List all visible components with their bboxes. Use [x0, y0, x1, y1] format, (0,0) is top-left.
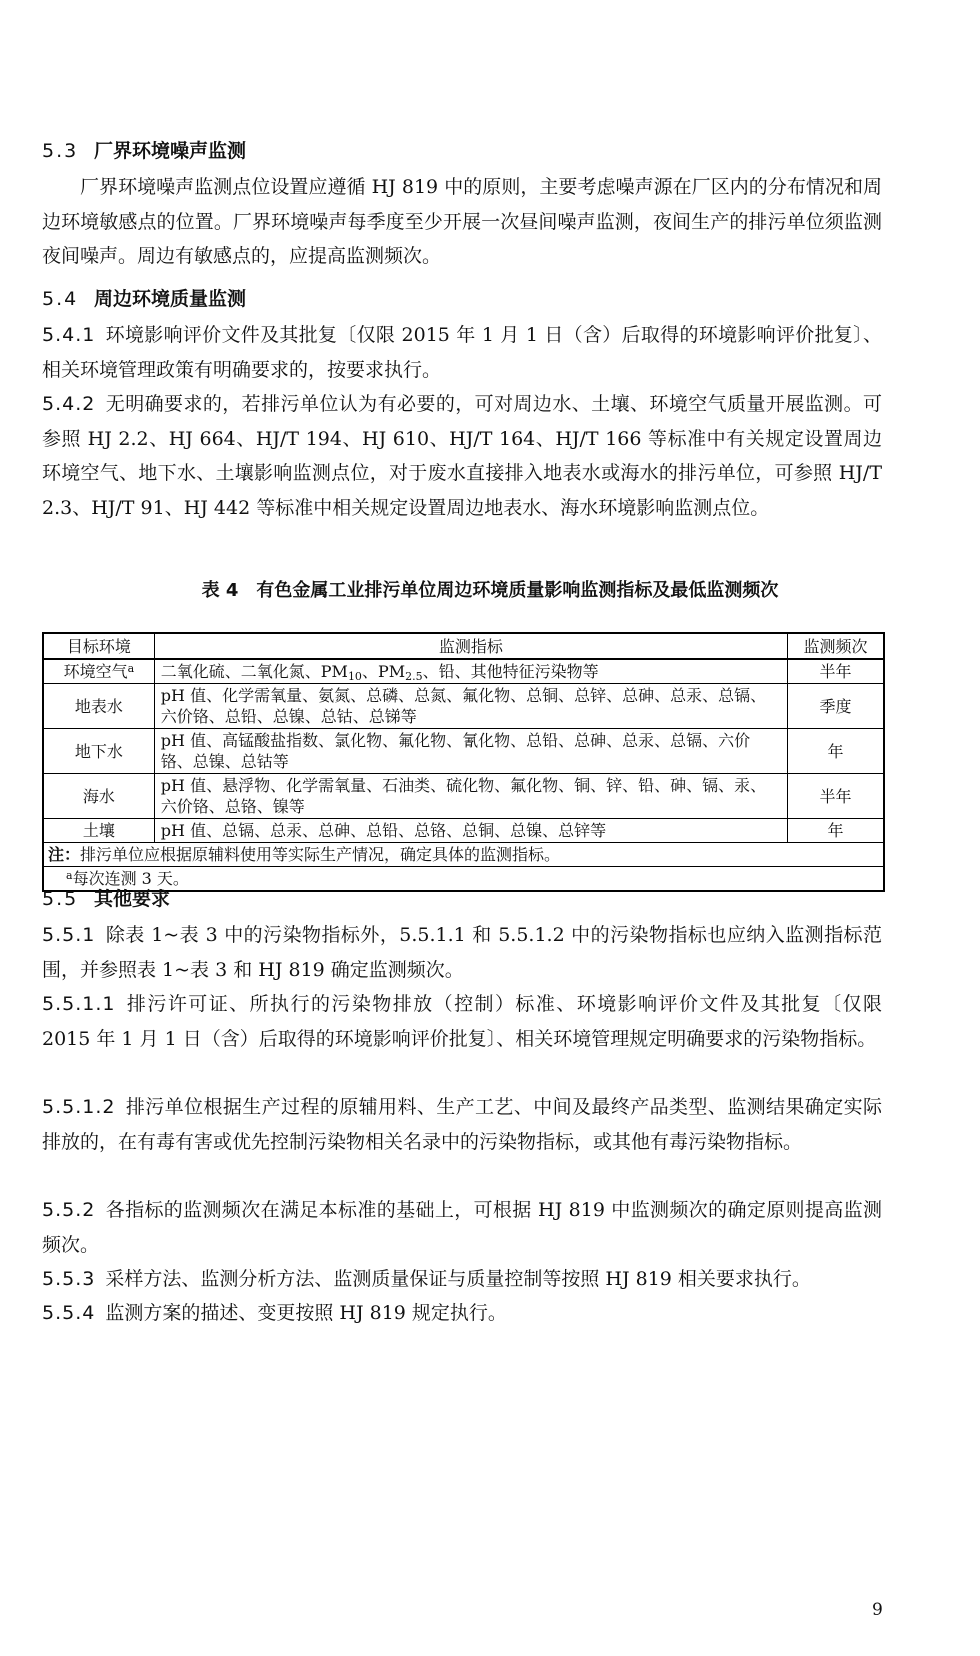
clause-number: 5.5.4 — [42, 1302, 96, 1324]
header-frequency: 监测频次 — [787, 633, 884, 659]
cell-env: 海水 — [43, 774, 154, 819]
section-number: 5.5 — [42, 888, 79, 910]
cell-env: 地下水 — [43, 729, 154, 774]
clause-number: 5.5.3 — [42, 1268, 96, 1290]
cell-env: 地表水 — [43, 684, 154, 729]
table-row — [43, 684, 884, 729]
table-note-row — [43, 843, 884, 867]
cell-frequency: 年 — [787, 729, 884, 774]
table-row — [43, 729, 884, 774]
section-title: 厂界环境噪声监测 — [94, 140, 247, 162]
cell-frequency: 季度 — [787, 684, 884, 729]
monitoring-table — [42, 632, 885, 892]
clause-text: 排污许可证、所执行的污染物排放（控制）标准、环境影响评价文件及其批复〔仅限 2015 年 1 月 1 日（含）后取得的环境影响评价批复〕、相关环境管理规定明确要求的污染物指标。 — [42, 993, 882, 1050]
clause-number: 5.5.1.2 — [42, 1096, 116, 1118]
clause-number: 5.5.2 — [42, 1199, 96, 1221]
clause-text: 采样方法、监测分析方法、监测质量保证与质量控制等按照 HJ 819 相关要求执行。 — [105, 1268, 811, 1290]
section-heading-5-5 — [42, 884, 170, 911]
header-target-env: 目标环境 — [43, 633, 154, 659]
clause-text: 各指标的监测频次在满足本标准的基础上，可根据 HJ 819 中监测频次的确定原则提高监测频次。 — [42, 1199, 882, 1256]
table-row — [43, 659, 884, 684]
clause-text: 监测方案的描述、变更按照 HJ 819 规定执行。 — [105, 1302, 507, 1324]
cell-frequency: 半年 — [787, 774, 884, 819]
section-heading-5-3 — [42, 136, 246, 163]
cell-indicators: pH 值、悬浮物、化学需氧量、石油类、硫化物、氟化物、铜、锌、铅、砷、镉、汞、六价铬、总铬、镍等 — [154, 774, 787, 819]
clause-text: 除表 1~表 3 中的污染物指标外，5.5.1.1 和 5.5.1.2 中的污染物指标也应纳入监测指标范围，并参照表 1~表 3 和 HJ 819 确定监测频次。 — [42, 924, 882, 981]
clause-number: 5.4.2 — [42, 393, 96, 415]
clause-text: 无明确要求的，若排污单位认为有必要的，可对周边水、土壤、环境空气质量开展监测。可参照 HJ 2.2、HJ 664、HJ/T 194、HJ 610、HJ/T 164、HJ/T 166 等标准中有关规定设置周边环境空气、地下水、土壤影响监测点位，对于废水直接排入地表水或海水的排污单位，可参照 HJ/T 2.3、HJ/T 91、HJ 442 等标准中相关规定设置周边地表水、海水环境影响监测点位。 — [42, 393, 882, 519]
paragraph-5-5-1-1 — [42, 987, 882, 1056]
cell-frequency: 年 — [787, 819, 884, 843]
paragraph-5-5-2 — [42, 1193, 882, 1262]
paragraph-5-4-1 — [42, 318, 882, 387]
paragraph-5-3: 厂界环境噪声监测点位设置应遵循 HJ 819 中的原则，主要考虑噪声源在厂区内的分布情况和周边环境敏感点的位置。厂界环境噪声每季度至少开展一次昼间噪声监测，夜间生产的排污单位须监测夜间噪声。周边有敏感点的，应提高监测频次。 — [42, 176, 882, 267]
cell-indicators: 二氧化硫、二氧化氮、$PM_{10}$、$PM_{2.5}$、铅、其他特征污染物等 — [154, 659, 787, 684]
table-header-row — [43, 633, 884, 659]
cell-env: 环境空气$^a$ — [43, 659, 154, 684]
cell-env: 土壤 — [43, 819, 154, 843]
cell-indicators: pH 值、高锰酸盐指数、氯化物、氟化物、氰化物、总铅、总砷、总汞、总镉、六价铬、总镍、总钴等 — [154, 729, 787, 774]
table-note: 注：排污单位应根据原辅料使用等实际生产情况，确定具体的监测指标。 — [43, 843, 884, 867]
paragraph-5-5-1 — [42, 918, 882, 987]
section-number: 5.3 — [42, 140, 79, 162]
paragraph-5-4-2 — [42, 387, 882, 525]
cell-frequency: 半年 — [787, 659, 884, 684]
clause-number: 5.4.1 — [42, 324, 96, 346]
table-row — [43, 819, 884, 843]
clause-number: 5.5.1 — [42, 924, 96, 946]
table-row — [43, 774, 884, 819]
paragraph-5-5-4 — [42, 1296, 882, 1331]
paragraph-5-5-3 — [42, 1262, 882, 1297]
table-caption: 表 4 有色金属工业排污单位周边环境质量影响监测指标及最低监测频次 — [201, 580, 779, 601]
cell-indicators: pH 值、化学需氧量、氨氮、总磷、总氮、氟化物、总铜、总锌、总砷、总汞、总镉、六价铬、总铅、总镍、总钴、总锑等 — [154, 684, 787, 729]
header-indicators: 监测指标 — [154, 633, 787, 659]
clause-number: 5.5.1.1 — [42, 993, 116, 1015]
cell-indicators: pH 值、总镉、总汞、总砷、总铅、总铬、总铜、总镍、总锌等 — [154, 819, 787, 843]
clause-text: 环境影响评价文件及其批复〔仅限 2015 年 1 月 1 日（含）后取得的环境影响评价批复〕、相关环境管理政策有明确要求的，按要求执行。 — [42, 324, 882, 381]
table-footnote: $^a$每次连测 3 天。 — [43, 867, 884, 892]
section-title: 周边环境质量监测 — [94, 288, 247, 310]
section-number: 5.4 — [42, 288, 79, 310]
page-number: 9 — [872, 1600, 883, 1620]
paragraph-5-5-1-2 — [42, 1090, 882, 1159]
clause-text: 排污单位根据生产过程的原辅用料、生产工艺、中间及最终产品类型、监测结果确定实际排放的，在有毒有害或优先控制污染物相关名录中的污染物指标，或其他有毒污染物指标。 — [42, 1096, 882, 1153]
section-title: 其他要求 — [94, 888, 171, 910]
section-heading-5-4 — [42, 284, 246, 311]
